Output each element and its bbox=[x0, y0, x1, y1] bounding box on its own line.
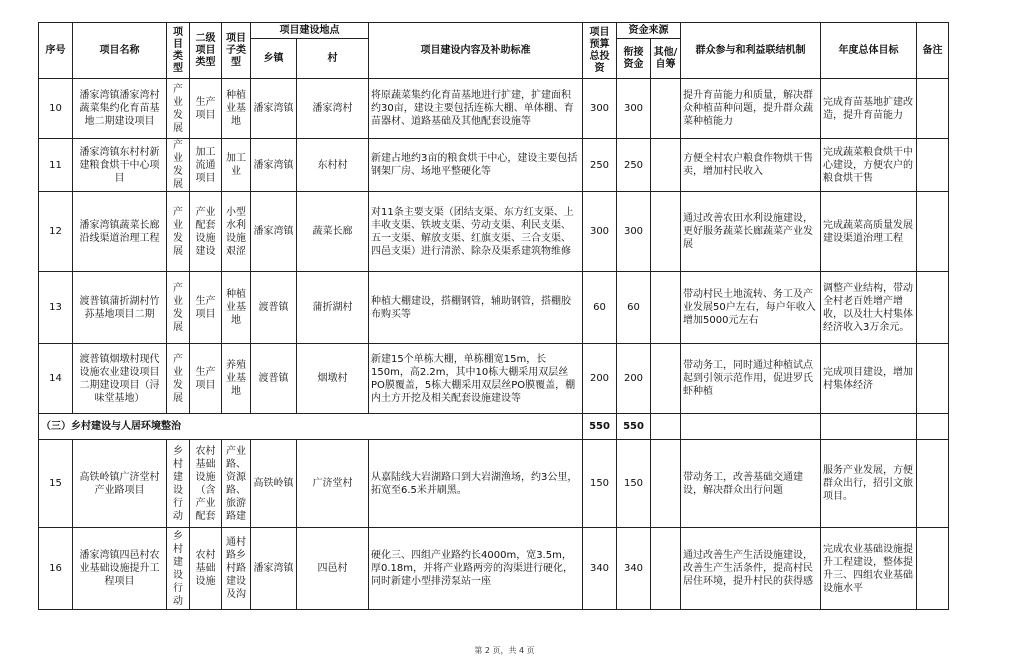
table-row bbox=[39, 272, 949, 344]
cell-seq: 15 bbox=[39, 440, 73, 528]
cell-other bbox=[651, 344, 681, 414]
cell-seq: 14 bbox=[39, 344, 73, 414]
cell-name: 潘家湾镇蔬菜长廊沿线渠道治理工程 bbox=[73, 192, 167, 272]
cell-name: 潘家湾镇东村村新建粮食烘干中心项目 bbox=[73, 139, 167, 192]
cell-mechanism: 方便全村农户粮食作物烘干售卖，增加村民收入 bbox=[681, 139, 821, 192]
cell-village: 潘家湾村 bbox=[297, 79, 369, 139]
header-budget: 项目预算总投资 bbox=[583, 23, 617, 79]
cell-content: 从嘉陆线大岩湖路口到大岩湖渔场，约3公里，拓宽至6.5米并刷黑。 bbox=[369, 440, 583, 528]
cell-budget: 60 bbox=[583, 272, 617, 344]
cell-town: 高铁岭镇 bbox=[251, 440, 297, 528]
section-budget: 550 bbox=[583, 414, 617, 440]
header-sub: 项目子类型 bbox=[222, 23, 251, 79]
cell-village: 蔬菜长廊 bbox=[297, 192, 369, 272]
header-goal: 年度总体目标 bbox=[821, 23, 917, 79]
cell-budget: 200 bbox=[583, 344, 617, 414]
cell-content: 种植大棚建设，搭棚钢管，辅助钢管，搭棚胶布购买等 bbox=[369, 272, 583, 344]
cell-other bbox=[651, 272, 681, 344]
cell-linkfund: 340 bbox=[617, 528, 651, 610]
table-row bbox=[39, 440, 949, 528]
section-mechanism bbox=[681, 414, 821, 440]
cell-sub: 通村路乡村路建设及沟 bbox=[222, 528, 251, 610]
cell-cat: 乡村建设行动 bbox=[167, 440, 190, 528]
cell-sub: 种植业基地 bbox=[222, 272, 251, 344]
cell-goal: 完成项目建设，增加村集体经济 bbox=[821, 344, 917, 414]
cell-other bbox=[651, 192, 681, 272]
table-row bbox=[39, 139, 949, 192]
header-name: 项目名称 bbox=[73, 23, 167, 79]
cell-seq: 10 bbox=[39, 79, 73, 139]
header-other: 其他/自筹 bbox=[651, 39, 681, 79]
cell-sub: 加工业 bbox=[222, 139, 251, 192]
section-linkfund: 550 bbox=[617, 414, 651, 440]
cell-other bbox=[651, 139, 681, 192]
table-row bbox=[39, 192, 949, 272]
cell-linkfund: 300 bbox=[617, 192, 651, 272]
cell-content: 将原蔬菜集约化育苗基地进行扩建，扩建面积约30亩，建设主要包括连栋大棚、单体棚、育苗器材、道路基础及其他配套设施等 bbox=[369, 79, 583, 139]
cell-village: 蒲折湖村 bbox=[297, 272, 369, 344]
cell-town: 潘家湾镇 bbox=[251, 528, 297, 610]
cell-note bbox=[917, 139, 949, 192]
cell-linkfund: 300 bbox=[617, 79, 651, 139]
cell-goal: 调整产业结构，带动全村老百姓增产增收，以及壮大村集体经济收入3万余元。 bbox=[821, 272, 917, 344]
cell-seq: 11 bbox=[39, 139, 73, 192]
cell-name: 渡普镇蒲折湖村竹荪基地项目二期 bbox=[73, 272, 167, 344]
table-row bbox=[39, 344, 949, 414]
cell-name: 高铁岭镇广济堂村产业路项目 bbox=[73, 440, 167, 528]
cell-note bbox=[917, 344, 949, 414]
cell-sub: 养殖业基地 bbox=[222, 344, 251, 414]
cell-cat2: 生产项目 bbox=[190, 344, 222, 414]
cell-note bbox=[917, 528, 949, 610]
cell-linkfund: 250 bbox=[617, 139, 651, 192]
cell-note bbox=[917, 440, 949, 528]
cell-mechanism: 提升育苗能力和质量，解决群众种植苗种问题，提升群众蔬菜种植能力 bbox=[681, 79, 821, 139]
section-other bbox=[651, 414, 681, 440]
cell-other bbox=[651, 440, 681, 528]
cell-name: 潘家湾镇四邑村农业基础设施提升工程项目 bbox=[73, 528, 167, 610]
cell-cat: 产业发展 bbox=[167, 272, 190, 344]
cell-note bbox=[917, 272, 949, 344]
cell-cat: 产业发展 bbox=[167, 344, 190, 414]
header-site: 项目建设地点 bbox=[251, 23, 369, 39]
cell-cat: 乡村建设行动 bbox=[167, 528, 190, 610]
cell-mechanism: 通过改善生产生活设施建设，改善生产生活条件，提高村民居住环境，提升村民的获得感 bbox=[681, 528, 821, 610]
cell-budget: 150 bbox=[583, 440, 617, 528]
cell-seq: 16 bbox=[39, 528, 73, 610]
cell-goal: 完成农业基础设施提升工程建设，整体提升三、四组农业基础设施水平 bbox=[821, 528, 917, 610]
header-cat2: 二级项目类型 bbox=[190, 23, 222, 79]
header-seq: 序号 bbox=[39, 23, 73, 79]
cell-budget: 250 bbox=[583, 139, 617, 192]
cell-sub: 产业路、资源路、旅游路建 bbox=[222, 440, 251, 528]
cell-cat2: 加工流通项目 bbox=[190, 139, 222, 192]
cell-town: 渡普镇 bbox=[251, 272, 297, 344]
header-content: 项目建设内容及补助标准 bbox=[369, 23, 583, 79]
cell-budget: 340 bbox=[583, 528, 617, 610]
cell-village: 烟墩村 bbox=[297, 344, 369, 414]
cell-cat2: 生产项目 bbox=[190, 272, 222, 344]
cell-village: 东村村 bbox=[297, 139, 369, 192]
cell-sub: 小型水利设施艰涩 bbox=[222, 192, 251, 272]
cell-other bbox=[651, 79, 681, 139]
cell-cat2: 农村基础设施（含产业配套 bbox=[190, 440, 222, 528]
cell-mechanism: 带动务工，改善基础交通建设，解决群众出行问题 bbox=[681, 440, 821, 528]
cell-name: 潘家湾镇潘家湾村蔬菜集约化育苗基地二期建设项目 bbox=[73, 79, 167, 139]
cell-seq: 12 bbox=[39, 192, 73, 272]
table-row bbox=[39, 528, 949, 610]
cell-content: 对11条主要支渠（团结支渠、东方红支渠、上丰收支渠、铁坡支渠、劳动支渠、利民支渠、五一支渠、解放支渠、红旗支渠、三合支渠、四邑支渠）进行清淤、除杂及渠系建筑物维修 bbox=[369, 192, 583, 272]
cell-town: 潘家湾镇 bbox=[251, 192, 297, 272]
cell-seq: 13 bbox=[39, 272, 73, 344]
header-note: 备注 bbox=[917, 23, 949, 79]
cell-linkfund: 200 bbox=[617, 344, 651, 414]
cell-goal: 服务产业发展，方便群众出行，招引文旅项目。 bbox=[821, 440, 917, 528]
cell-other bbox=[651, 528, 681, 610]
section-goal bbox=[821, 414, 917, 440]
section-note bbox=[917, 414, 949, 440]
cell-cat2: 生产项目 bbox=[190, 79, 222, 139]
table-row bbox=[39, 79, 949, 139]
cell-linkfund: 150 bbox=[617, 440, 651, 528]
header-funds: 资金来源 bbox=[617, 23, 681, 39]
cell-budget: 300 bbox=[583, 192, 617, 272]
cell-cat2: 农村基础设施 bbox=[190, 528, 222, 610]
cell-content: 硬化三、四组产业路约长4000m，宽3.5m，厚0.18m，并将产业路两旁的沟渠进行硬化，同时新建小型排涝泵站一座 bbox=[369, 528, 583, 610]
cell-note bbox=[917, 192, 949, 272]
cell-cat: 产业发展 bbox=[167, 79, 190, 139]
header-linkfund: 衔接资金 bbox=[617, 39, 651, 79]
cell-cat: 产业发展 bbox=[167, 139, 190, 192]
header-cat: 项目类型 bbox=[167, 23, 190, 79]
section-label: （三）乡村建设与人居环境整治 bbox=[39, 414, 583, 440]
cell-goal: 完成蔬菜高质量发展建设渠道治理工程 bbox=[821, 192, 917, 272]
cell-town: 潘家湾镇 bbox=[251, 139, 297, 192]
cell-mechanism: 带动务工，同时通过种植试点起到引领示范作用，促进罗氏虾种植 bbox=[681, 344, 821, 414]
cell-goal: 完成育苗基地扩建改造，提升育苗能力 bbox=[821, 79, 917, 139]
section-row bbox=[39, 414, 949, 440]
cell-village: 四邑村 bbox=[297, 528, 369, 610]
header-village: 村 bbox=[297, 39, 369, 79]
cell-note bbox=[917, 79, 949, 139]
cell-town: 潘家湾镇 bbox=[251, 79, 297, 139]
cell-mechanism: 通过改善农田水利设施建设，更好服务蔬菜长廊蔬菜产业发展 bbox=[681, 192, 821, 272]
cell-cat2: 产业配套设施建设 bbox=[190, 192, 222, 272]
project-table bbox=[38, 22, 949, 610]
cell-town: 渡普镇 bbox=[251, 344, 297, 414]
cell-cat: 产业发展 bbox=[167, 192, 190, 272]
cell-linkfund: 60 bbox=[617, 272, 651, 344]
cell-content: 新建15个单栋大棚，单栋棚宽15m，长150m，高2.2m，其中10栋大棚采用双层丝PO膜覆盖，5栋大棚采用双层丝PO膜覆盖，棚内土方开挖及相关配套设施建设等 bbox=[369, 344, 583, 414]
header-town: 乡镇 bbox=[251, 39, 297, 79]
cell-village: 广济堂村 bbox=[297, 440, 369, 528]
cell-goal: 完成蔬菜粮食烘干中心建设，方便农户的粮食烘干售 bbox=[821, 139, 917, 192]
cell-content: 新建占地约3亩的粮食烘干中心，建设主要包括钢架厂房、场地平整硬化等 bbox=[369, 139, 583, 192]
header-mechanism: 群众参与和利益联结机制 bbox=[681, 23, 821, 79]
page-footer: 第 2 页，共 4 页 bbox=[474, 646, 535, 655]
project-table-sheet bbox=[38, 22, 949, 610]
cell-mechanism: 带动村民土地流转、务工及产业发展50户左右，每户年收入增加5000元左右 bbox=[681, 272, 821, 344]
cell-sub: 种植业基地 bbox=[222, 79, 251, 139]
cell-name: 渡普镇烟墩村现代设施农业建设项目二期建设项目（浔味堂基地） bbox=[73, 344, 167, 414]
cell-budget: 300 bbox=[583, 79, 617, 139]
